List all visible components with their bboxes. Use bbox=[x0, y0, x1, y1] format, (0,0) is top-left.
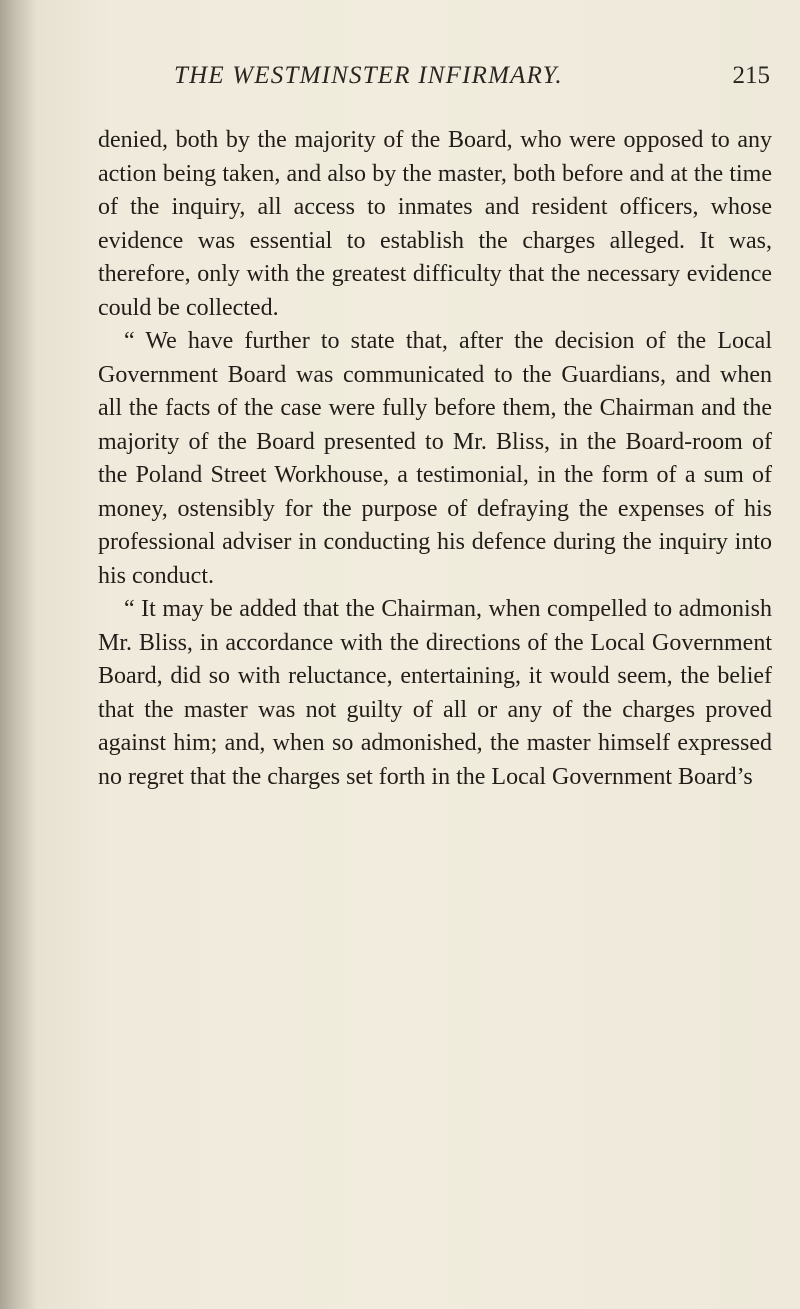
binding-gutter-shadow bbox=[0, 0, 36, 1309]
paragraph-2: “ We have further to state that, after the decision of the Local Government Board was communicated to the Guardians, and when all the facts of the case were fully before them, the Chairman and the majority of the Board presented to Mr. Bliss, in the Board-room of the Poland Street Workhouse, a testimonial, in the form of a sum of money, ostensibly for the purpose of defraying the expenses of his professional adviser in conducting his defence during the inquiry into his conduct. bbox=[98, 328, 772, 589]
paragraph-1: denied, both by the majority of the Board, who were opposed to any action being taken, and also by the master, both before and at the time of the inquiry, all access to inmates and resident officers, whose evidence was essential to establish the charges alleged. It was, therefore, only with the greatest difficulty that the necessary evidence could be collected. bbox=[98, 127, 772, 321]
body-text bbox=[98, 124, 772, 794]
paragraph-3: “ It may be added that the Chairman, when compelled to admonish Mr. Bliss, in accordance with the directions of the Local Government Board, did so with reluctance, entertaining, it would seem, the belief that the master was not guilty of all or any of the charges proved against him; and, when so admonished, the master himself expressed no regret that the charges set forth in the Local Government Board’s bbox=[98, 596, 772, 790]
running-title: THE WESTMINSTER INFIRMARY. bbox=[174, 62, 563, 89]
running-head bbox=[140, 62, 770, 102]
page-number: 215 bbox=[732, 62, 770, 89]
